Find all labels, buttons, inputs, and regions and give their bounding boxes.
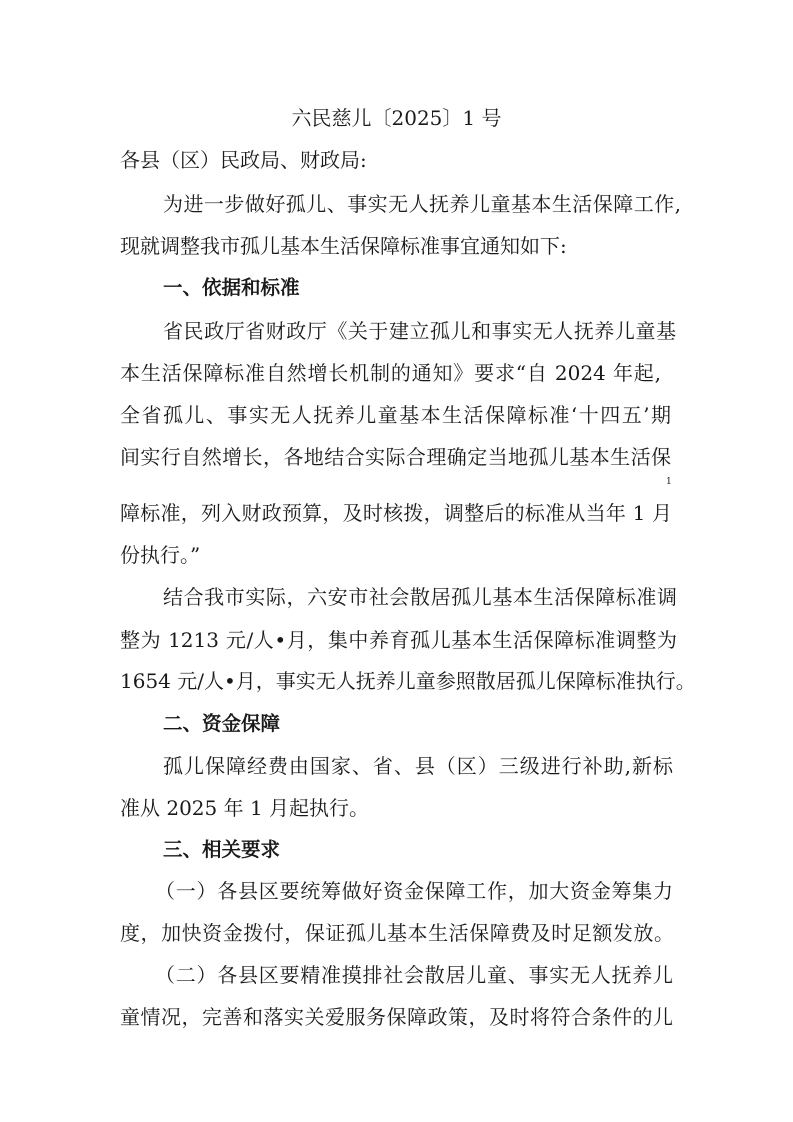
section-1-para-1-line-5: 障标准，列入财政预算，及时核拨，调整后的标准从当年 1 月 (120, 501, 672, 525)
section-2-heading: 二、资金保障 (163, 712, 281, 735)
intro-line-2: 现就调整我市孤儿基本生活保障标准事宜通知如下: (120, 234, 567, 258)
addressee: 各县（区）民政局、财政局: (120, 148, 367, 172)
section-1-para-2-line-1: 结合我市实际，六安市社会散居孤儿基本生活保障标准调 (163, 585, 677, 609)
section-3-item-1-line-1: （一）各县区要统筹做好资金保障工作，加大资金筹集力 (155, 879, 673, 903)
section-1-para-1-line-4: 间实行自然增长，各地结合实际合理确定当地孤儿基本生活保 (120, 445, 671, 469)
section-2-para-line-1: 孤儿保障经费由国家、省、县（区）三级进行补助,新标 (163, 754, 673, 778)
section-1-para-1-line-6: 份执行。” (120, 543, 201, 567)
document-number: 六民慈儿〔2025〕1 号 (291, 106, 502, 130)
section-1-para-1-line-1: 省民政厅省财政厅《关于建立孤儿和事实无人抚养儿童基 (163, 319, 676, 343)
section-2-para-line-2: 准从 2025 年 1 月起执行。 (120, 796, 370, 820)
section-3-heading: 三、相关要求 (163, 838, 281, 861)
section-1-para-2-line-3: 1654 元/人•月，事实无人抚养儿童参照散居孤儿保障标准执行。 (120, 669, 696, 693)
intro-line-1: 为进一步做好孤儿、事实无人抚养儿童基本生活保障工作, (163, 192, 681, 216)
section-3-item-2-line-2: 童情况，完善和落实关爱服务保障政策，及时将符合条件的儿 (120, 1005, 673, 1029)
section-1-heading: 一、依据和标准 (163, 276, 300, 299)
section-1-para-1-line-2: 本生活保障标准自然增长机制的通知》要求“自 2024 年起, (120, 361, 661, 385)
section-3-item-2-line-1: （二）各县区要精准摸排社会散居儿童、事实无人抚养儿 (155, 963, 673, 987)
section-3-item-1-line-2: 度，加快资金拨付，保证孤儿基本生活保障费及时足额发放。 (120, 921, 674, 945)
section-1-para-1-line-3: 全省孤儿、事实无人抚养儿童基本生活保障标准‘十四五’期 (120, 403, 671, 427)
page-number: 1 (666, 477, 672, 487)
section-1-para-2-line-2: 整为 1213 元/人•月，集中养育孤儿基本生活保障标准调整为 (120, 628, 677, 652)
